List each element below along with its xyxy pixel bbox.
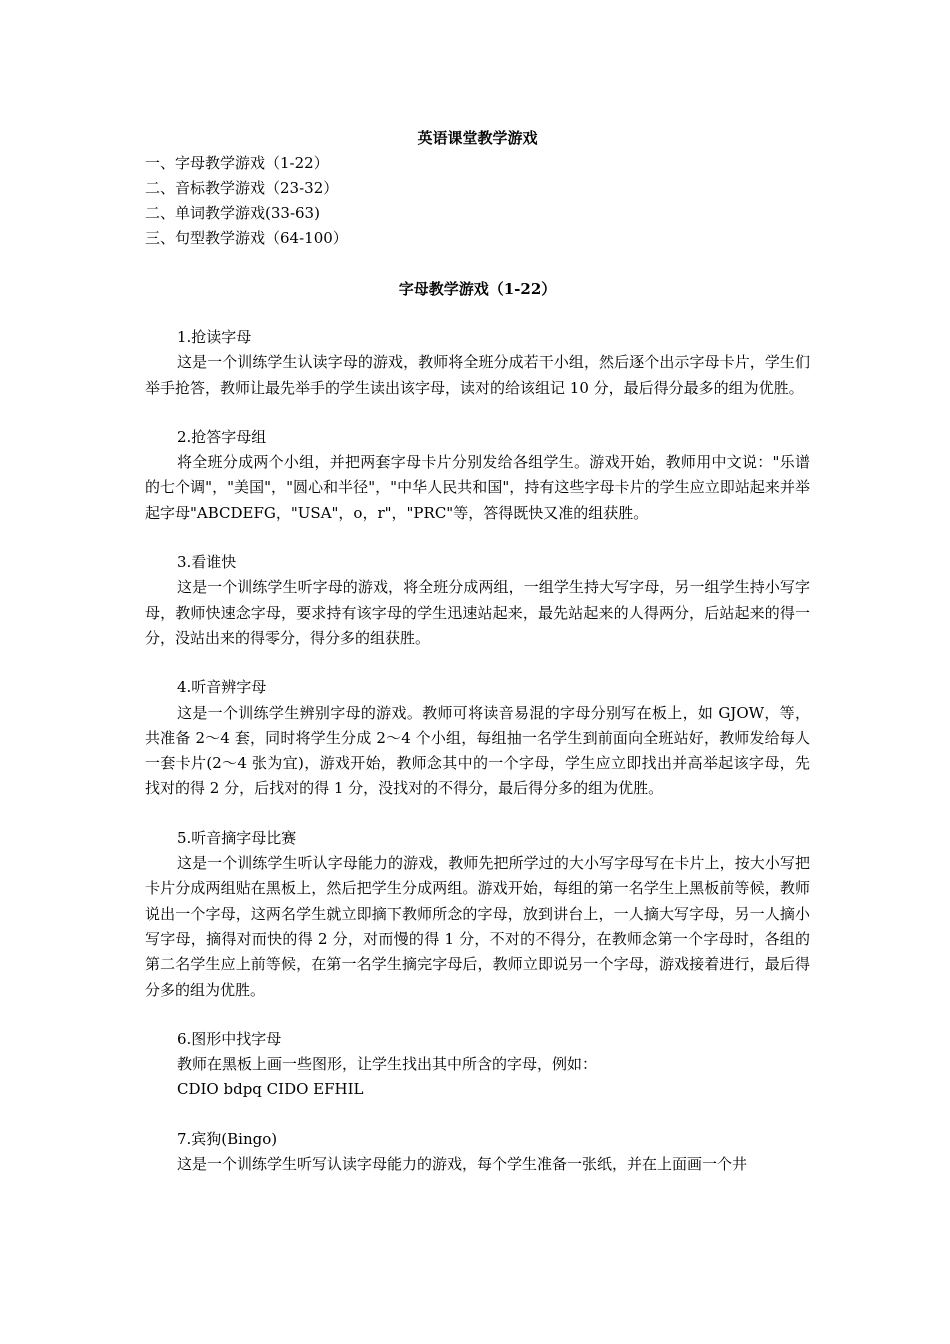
toc-item: 三、句型教学游戏（64-100） — [145, 228, 348, 247]
document-title: 英语课堂教学游戏 — [417, 129, 538, 147]
toc-item: 二、单词教学游戏(33-63) — [145, 203, 320, 222]
game-description: 这是一个训练学生辨别字母的游戏。教师可将读音易混的字母分别写在板上，如 GJOW，等，共准备 2～4 套，同时将学生分成 2～4 个小组，每组抽一名学生到前面向全班站好，教师发给每人一套卡片(2～4 张为宜)，游戏开始，教师念其中的一个字母，学生应立即找出并高举起该字母，先找对的得 2 分，后找对的得 1 分，没找对的不得分，最后得分多的组为优胜。 — [145, 703, 810, 798]
game-description: 这是一个训练学生听写认读字母能力的游戏，每个学生准备一张纸，并在上面画一个井 — [177, 1155, 748, 1174]
section-title: 字母教学游戏（1-22） — [398, 279, 557, 298]
game-item — [145, 325, 810, 401]
game-title: 2.抢答字母组 — [177, 427, 267, 446]
game-title: 3.看谁快 — [177, 553, 237, 572]
game-description: 教师在黑板上画一些图形，让学生找出其中所含的字母，例如： — [177, 1055, 598, 1074]
toc-item: 一、字母教学游戏（1-22） — [145, 153, 329, 172]
document-body — [145, 126, 810, 1201]
toc-item: 二、音标教学游戏（23-32） — [145, 178, 339, 197]
game-title: 5.听音摘字母比赛 — [177, 828, 297, 847]
game-item — [145, 425, 810, 526]
game-title: 7.宾狗(Bingo) — [177, 1129, 278, 1148]
game-example: CDIO bdpq CIDO EFHIL — [177, 1080, 364, 1099]
game-description: 这是一个训练学生听字母的游戏，将全班分成两组，一组学生持大写字母，另一组学生持小写字母，教师快速念字母，要求持有该字母的学生迅速站起来，最先站起来的人得两分，后站起来的得一分，没站出来的得零分，得分多的组获胜。 — [145, 578, 810, 647]
game-description: 这是一个训练学生认读字母的游戏，教师将全班分成若干小组，然后逐个出示字母卡片，学生们举手抢答，教师让最先举手的学生读出该字母，读对的给该组记 10 分，最后得分最多的组为优胜。 — [145, 353, 810, 397]
game-description: 这是一个训练学生听认字母能力的游戏，教师先把所学过的大小写字母写在卡片上，按大小写把卡片分成两组贴在黑板上，然后把学生分成两组。游戏开始，每组的第一名学生上黑板前等候，教师说出一个字母，这两名学生就立即摘下教师所念的字母，放到讲台上，一人摘大写字母，另一人摘小写字母，摘得对而快的得 2 分，对而慢的得 1 分，不对的不得分，在教师念第一个字母时，各组的第二名学生应上前等候，在第一名学生摘完字母后，教师立即说另一个字母，游戏接着进行，最后得分多的组为优胜。 — [145, 854, 810, 999]
game-item — [145, 550, 810, 651]
game-description: 将全班分成两个小组，并把两套字母卡片分别发给各组学生。游戏开始，教师用中文说："乐谱的七个调"，"美国"，"圆心和半径"，"中华人民共和国"，持有这些字母卡片的学生应立即站起来并举起字母"ABCDEFG，"USA"，o，r"，"PRC"等，答得既快又准的组获胜。 — [145, 453, 810, 522]
game-item — [145, 675, 810, 801]
game-item — [145, 1027, 810, 1103]
game-title: 4.听音辨字母 — [177, 678, 267, 697]
table-of-contents — [145, 151, 810, 251]
game-title: 1.抢读字母 — [177, 328, 252, 346]
game-item — [145, 1127, 810, 1178]
game-item — [145, 826, 810, 1003]
game-title: 6.图形中找字母 — [177, 1029, 282, 1048]
